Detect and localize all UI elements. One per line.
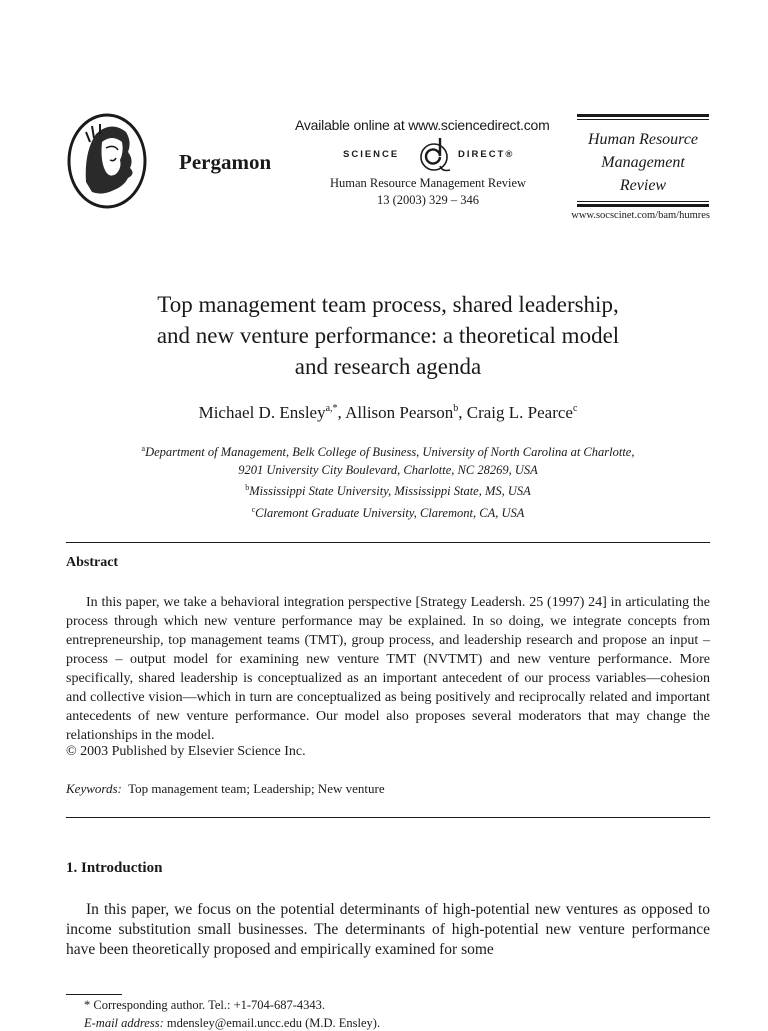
sciencedirect-right-text: DIRECT® bbox=[458, 149, 515, 160]
divider bbox=[66, 542, 710, 543]
affiliation-mark: a bbox=[141, 444, 146, 453]
affiliation-mark: c bbox=[251, 504, 256, 514]
publisher-name: Pergamon bbox=[179, 150, 272, 174]
divider bbox=[66, 817, 710, 818]
title-line-1: Top management team process, shared leadership, bbox=[157, 292, 619, 317]
keywords-value: Top management team; Leadership; New venture bbox=[128, 781, 385, 796]
journal-website: www.socscinet.com/bam/humres bbox=[571, 210, 710, 221]
author-affiliation-mark: a,* bbox=[325, 403, 338, 414]
journal-name: Human Resource Management Review bbox=[329, 176, 527, 190]
abstract-heading: Abstract bbox=[66, 555, 119, 570]
affiliation-line: $^b$Mississippi State University, Mississippi State, MS, USA bbox=[245, 483, 531, 498]
available-online-text: Available online at www.sciencedirect.com bbox=[295, 117, 550, 133]
keywords-line bbox=[66, 781, 385, 797]
affiliation-line: $^c$Claremont Graduate University, Claremont, CA, USA bbox=[251, 504, 525, 520]
email-link[interactable]: mdensley@email.uncc.edu (M.D. Ensley). bbox=[166, 1016, 381, 1030]
footnote-corresponding: * Corresponding author. Tel.: +1-704-687-4343. bbox=[84, 998, 325, 1012]
journal-box-line-3: Review bbox=[619, 177, 667, 194]
journal-box-rule-top-thin bbox=[577, 119, 709, 120]
author-name: Allison Pearson bbox=[345, 403, 454, 422]
introduction-text: In this paper, we focus on the potential determinants of high-potential new ventures as opposed to income substitution small businesses. The determinants of high-potential new venture performance have been theoretically proposed and empirically examined for some bbox=[66, 901, 710, 958]
section-heading: 1. Introduction bbox=[66, 860, 163, 876]
author-name: Michael D. Ensley bbox=[198, 403, 326, 422]
affiliation-mark: b bbox=[245, 483, 250, 492]
affiliations bbox=[80, 440, 696, 522]
footnote-rule bbox=[66, 994, 122, 995]
journal-box-rule-top bbox=[577, 114, 709, 117]
pergamon-logo bbox=[66, 112, 148, 210]
abstract-text: In this paper, we take a behavioral integration perspective [Strategy Leadersh. 25 (1997) 24] in articulating the process through which new venture performance may be explained. In so doing, we integrate concepts from entrepreneurship, top management teams (TMT), group process, and leadership research and propose an input – process – output model for examining new venture TMT (NVTMT) and new venture performance. More specifically, shared leadership is conceptualized as an important antecedent of our process variables—cohesion and collective vision—which in turn are conceptualized as being positively and reciprocally related and important antecedents of new venture performance. Our model also proposes several moderators that may change the relationships in the model. bbox=[66, 595, 710, 743]
journal-box-rule-bottom-thin bbox=[577, 201, 709, 202]
volume-pages: 13 (2003) 329 – 346 bbox=[376, 193, 480, 207]
title-line-3: and research agenda bbox=[294, 354, 482, 379]
affiliation-line: $^a$Department of Management, Belk College of Business, University of North Carolina at Charlotte, bbox=[141, 444, 635, 459]
journal-box-rule-bottom bbox=[577, 204, 709, 207]
footnote-email: E-mail address: mdensley@email.uncc.edu (M.D. Ensley). bbox=[84, 1016, 381, 1030]
author-name: Craig L. Pearce bbox=[466, 403, 573, 422]
journal-box-title bbox=[577, 128, 709, 197]
copyright-line: © 2003 Published by Elsevier Science Inc. bbox=[66, 744, 306, 759]
journal-box-line-1: Human Resource bbox=[587, 131, 699, 148]
sciencedirect-left-text: SCIENCE bbox=[343, 149, 400, 160]
paper-title bbox=[80, 289, 696, 382]
author-list: Michael D. Ensley$^{a,*}$, Allison Pearson$^b$, Craig L. Pearce$^c$ bbox=[198, 403, 578, 422]
affiliation-line: 9201 University City Boulevard, Charlotte, NC 28269, USA bbox=[238, 462, 538, 477]
author-affiliation-mark: c bbox=[572, 403, 578, 414]
keywords-label: Keywords: bbox=[66, 781, 122, 796]
author-affiliation-mark: b bbox=[453, 403, 459, 414]
sciencedirect-logo-icon bbox=[414, 136, 456, 174]
journal-box-line-2: Management bbox=[601, 154, 685, 171]
title-line-2: and new venture performance: a theoretical model bbox=[156, 323, 620, 348]
